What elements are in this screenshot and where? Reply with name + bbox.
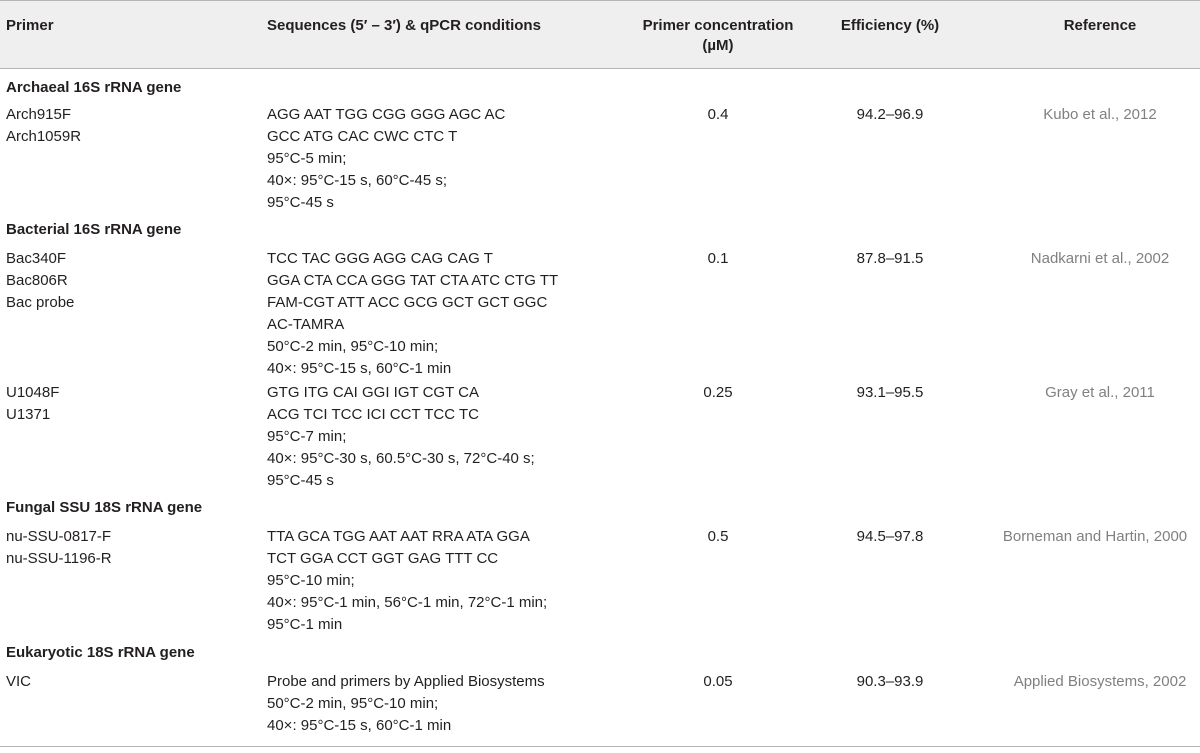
primers-euk [6,671,31,693]
top-rule [0,0,1200,1]
sequence-line: TTA GCA TGG AAT AAT RRA ATA GGA [267,528,530,545]
sequence-line: 40×: 95°C-15 s, 60°C-45 s; [267,172,448,189]
sequence-line: 95°C-45 s [267,472,334,489]
sequences-u1048 [267,382,535,492]
header-concentration [600,16,836,56]
sequence-line: 40×: 95°C-15 s, 60°C-1 min [267,717,452,734]
header-efficiency: Efficiency (%) [840,17,940,34]
reference-value: Applied Biosystems, 2002 [1013,673,1187,690]
primer-name: Arch915F [6,106,72,123]
primer-name: Bac806R [6,272,68,289]
primer-name: VIC [6,673,32,690]
header-rule [0,68,1200,69]
primer-name: nu-SSU-1196-R [6,550,112,567]
header-concentration-line1: Primer concentration [642,17,794,34]
efficiency-value: 93.1–95.5 [856,384,924,401]
primers-fungal [6,526,112,570]
reference-value: Kubo et al., 2012 [1043,106,1157,123]
concentration-value: 0.4 [707,106,729,123]
sequence-line: 40×: 95°C-1 min, 56°C-1 min, 72°C-1 min; [267,594,548,611]
sequence-line: Probe and primers by Applied Biosystems [267,673,545,690]
section-title-fungal: Fungal SSU 18S rRNA gene [6,499,203,516]
sequence-line: 95°C-10 min; [267,572,355,589]
header-sequences: Sequences (5′ – 3′) & qPCR conditions [267,17,541,34]
sequence-line: 95°C-1 min [267,616,343,633]
primer-name: nu-SSU-0817-F [6,528,112,545]
primers-arch [6,104,81,148]
concentration-value: 0.25 [703,384,733,401]
sequence-line: 95°C-7 min; [267,428,347,445]
header-reference: Reference [1063,17,1137,34]
sequence-line: AC-TAMRA [267,316,345,333]
header-primer: Primer [6,17,54,34]
sequences-bac [267,248,558,380]
reference-value: Gray et al., 2011 [1045,384,1155,401]
primer-name: Bac probe [6,294,75,311]
sequence-line: GTG ITG CAI GGI IGT CGT CA [267,384,479,401]
concentration-value: 0.1 [707,250,729,267]
sequence-line: 50°C-2 min, 95°C-10 min; [267,338,439,355]
sequence-line: TCC TAC GGG AGG CAG CAG T [267,250,493,267]
sequence-line: 50°C-2 min, 95°C-10 min; [267,695,439,712]
primer-name: U1048F [6,384,60,401]
sequence-line: TCT GGA CCT GGT GAG TTT CC [267,550,499,567]
sequence-line: FAM-CGT ATT ACC GCG GCT GCT GGC [267,294,548,311]
primer-name: Bac340F [6,250,67,267]
sequences-euk [267,671,545,737]
efficiency-value: 94.2–96.9 [856,106,924,123]
sequence-line: ACG TCI TCC ICI CCT TCC TC [267,406,479,423]
primer-name: U1371 [6,406,51,423]
section-title-archaeal: Archaeal 16S rRNA gene [6,79,182,96]
sequences-fungal [267,526,547,636]
reference-value: Nadkarni et al., 2002 [1030,250,1170,267]
efficiency-value: 87.8–91.5 [856,250,924,267]
primer-name: Arch1059R [6,128,82,145]
header-concentration-line2: (µM) [702,37,734,54]
efficiency-value: 94.5–97.8 [856,528,924,545]
sequence-line: 40×: 95°C-15 s, 60°C-1 min [267,360,452,377]
sequence-line: GGA CTA CCA GGG TAT CTA ATC CTG TT [267,272,559,289]
section-title-bacterial: Bacterial 16S rRNA gene [6,221,182,238]
sequence-line: 95°C-5 min; [267,150,347,167]
primers-bac [6,248,74,314]
sequence-line: GCC ATG CAC CWC CTC T [267,128,458,145]
section-title-eukaryotic: Eukaryotic 18S rRNA gene [6,644,195,661]
sequences-arch [267,104,505,214]
concentration-value: 0.05 [703,673,733,690]
bottom-rule [0,746,1200,747]
sequence-line: 95°C-45 s [267,194,334,211]
efficiency-value: 90.3–93.9 [856,673,924,690]
concentration-value: 0.5 [707,528,729,545]
sequence-line: AGG AAT TGG CGG GGG AGC AC [267,106,506,123]
primers-u1048 [6,382,59,426]
reference-value: Borneman and Hartin, 2000 [1002,528,1188,545]
sequence-line: 40×: 95°C-30 s, 60.5°C-30 s, 72°C-40 s; [267,450,535,467]
